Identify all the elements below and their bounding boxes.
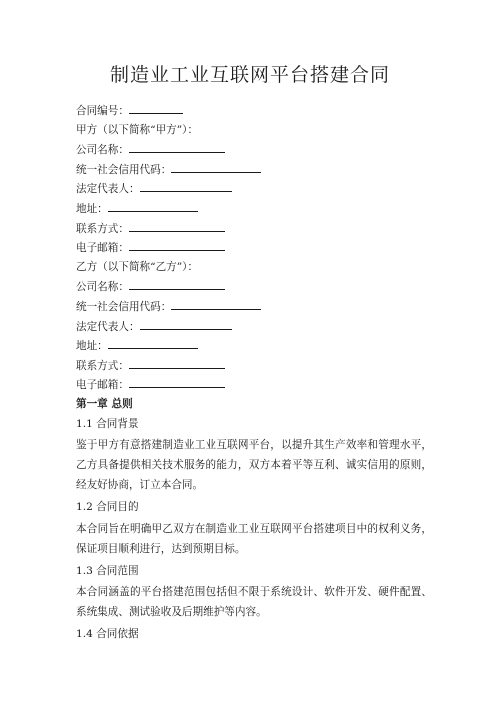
chapter-1-title: 第一章 总则 bbox=[76, 397, 133, 410]
section-1-2-heading: 1.2 合同目的 bbox=[76, 501, 139, 514]
party-a-email-label: 电子邮箱： bbox=[76, 242, 129, 255]
party-a-contact-blank bbox=[129, 219, 225, 232]
party-b-address-blank bbox=[108, 336, 198, 349]
party-a-address-field bbox=[76, 199, 432, 219]
section-1-4-heading: 1.4 合同依据 bbox=[76, 628, 139, 641]
party-a-contact-field bbox=[76, 219, 432, 239]
contract-number-label: 合同编号： bbox=[76, 105, 129, 117]
party-b-company-field bbox=[76, 277, 432, 297]
party-b-address-label: 地址： bbox=[76, 340, 108, 353]
party-a-address-blank bbox=[108, 199, 198, 212]
party-b-email-label: 电子邮箱： bbox=[76, 379, 129, 392]
section-1-1-body: 鉴于甲方有意搭建制造业工业互联网平台，以提升其生产效率和管理水平，乙方具备提供相关技术服务的能力，双方本着平等互利、诚实信用的原则，经友好协商，订立本合同。 bbox=[76, 439, 432, 492]
party-b-heading: 乙方（以下简称“乙方”）： bbox=[76, 260, 199, 273]
contract-title: 制造业工业互联网平台搭建合同 bbox=[109, 64, 390, 86]
party-b-credit-code-label: 统一社会信用代码： bbox=[76, 300, 172, 313]
party-a-contact-label: 联系方式： bbox=[76, 222, 129, 235]
party-b-email-blank bbox=[129, 375, 225, 388]
party-b-legal-rep-field bbox=[76, 317, 432, 337]
contract-number-blank bbox=[129, 101, 183, 114]
party-a-email-blank bbox=[129, 238, 225, 251]
party-a-legal-rep-label: 法定代表人： bbox=[76, 183, 140, 196]
party-b-address-field bbox=[76, 336, 432, 356]
party-b-legal-rep-label: 法定代表人： bbox=[76, 320, 140, 333]
party-a-email-field bbox=[76, 238, 432, 258]
party-b-contact-field bbox=[76, 356, 432, 376]
party-a-company-blank bbox=[129, 140, 225, 153]
party-a-company-label: 公司名称： bbox=[76, 144, 129, 157]
section-1-3-heading: 1.3 合同范围 bbox=[76, 564, 139, 577]
party-b-credit-code-blank bbox=[171, 297, 261, 310]
section-1-1-heading: 1.1 合同背景 bbox=[76, 417, 139, 430]
party-a-address-label: 地址： bbox=[76, 202, 108, 215]
party-b-email-field bbox=[76, 375, 432, 395]
party-a-company-field bbox=[76, 140, 432, 160]
party-a-credit-code-label: 统一社会信用代码： bbox=[76, 163, 172, 176]
party-a-legal-rep-field bbox=[76, 179, 432, 199]
party-b-contact-blank bbox=[129, 356, 225, 369]
party-a-heading: 甲方（以下简称“甲方”）： bbox=[76, 123, 199, 136]
party-a-credit-code-field bbox=[76, 160, 432, 180]
section-1-2-body: 本合同旨在明确甲乙双方在制造业工业互联网平台搭建项目中的权利义务，保证项目顺利进行，达到预期目标。 bbox=[76, 522, 432, 555]
party-b-company-blank bbox=[129, 277, 225, 290]
party-b-credit-code-field bbox=[76, 297, 432, 317]
contract-number-field bbox=[76, 101, 432, 121]
section-1-3-body: 本合同涵盖的平台搭建范围包括但不限于系统设计、软件开发、硬件配置、系统集成、测试验收及后期维护等内容。 bbox=[76, 586, 432, 619]
party-a-credit-code-blank bbox=[171, 160, 261, 173]
party-a-legal-rep-blank bbox=[140, 179, 232, 192]
contract-body bbox=[76, 101, 432, 645]
party-b-legal-rep-blank bbox=[140, 317, 232, 330]
party-b-company-label: 公司名称： bbox=[76, 281, 129, 294]
party-b-contact-label: 联系方式： bbox=[76, 359, 129, 372]
